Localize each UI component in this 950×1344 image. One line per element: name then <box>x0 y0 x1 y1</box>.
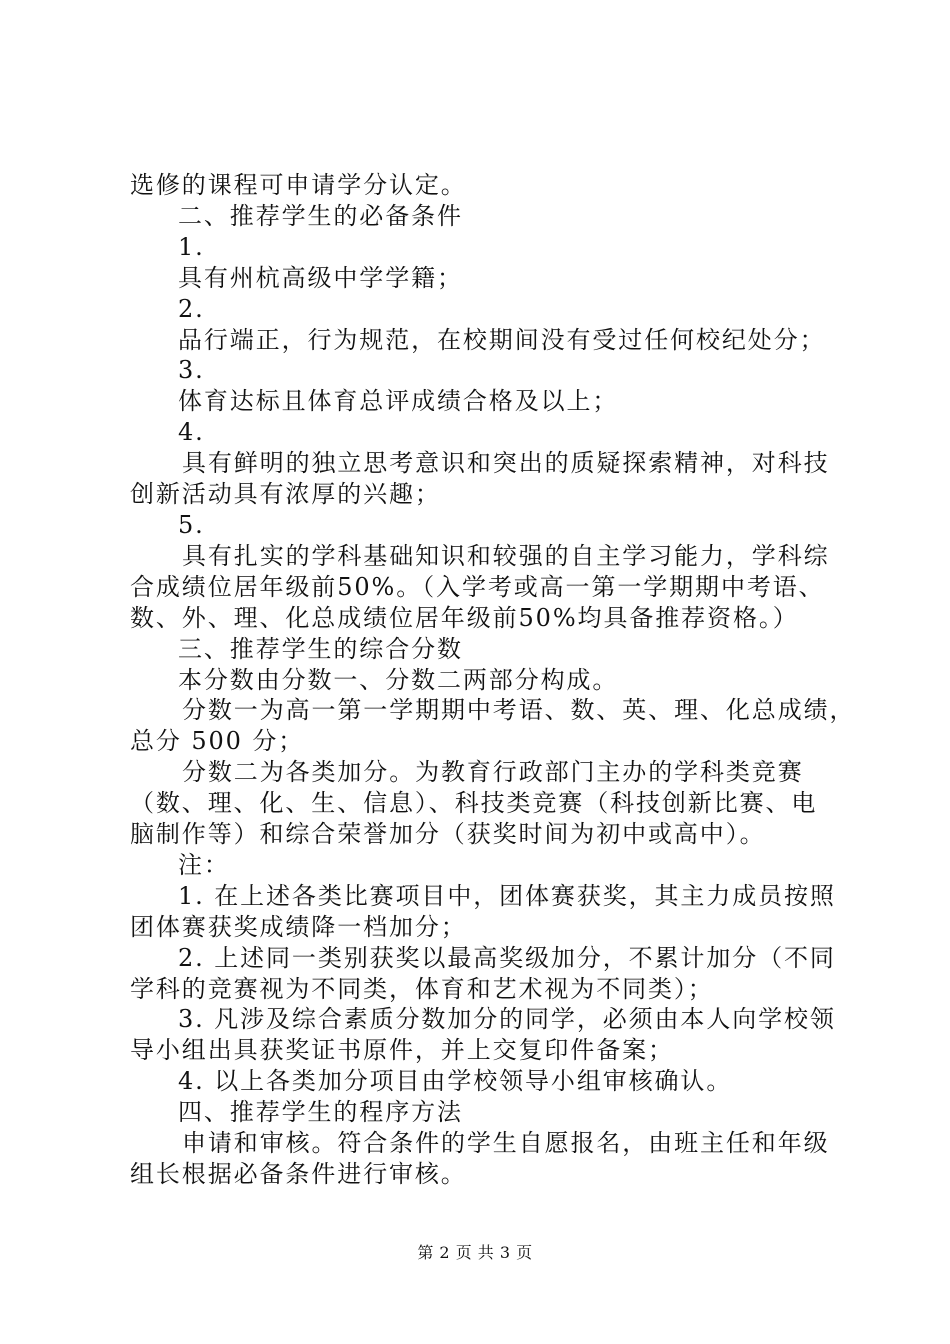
text-line: 团体赛获奖成绩降一档加分； <box>130 912 467 941</box>
text-line: 体育达标且体育总评成绩合格及以上； <box>178 387 619 416</box>
text-line: 二、推荐学生的必备条件 <box>178 201 463 230</box>
text-line: 4. <box>178 418 205 447</box>
text-line: 分数二为各类加分。为教育行政部门主办的学科类竞赛 <box>182 758 804 787</box>
text-line: （数、理、化、生、信息）、科技类竞赛（科技创新比赛、电 <box>130 789 818 818</box>
text-line: 5. <box>178 510 205 539</box>
text-line: 选修的课程可申请学分认定。 <box>130 171 467 199</box>
text-line: 创新活动具有浓厚的兴趣； <box>130 480 441 509</box>
text-line: 具有扎实的学科基础知识和较强的自主学习能力，学科综 <box>182 541 830 570</box>
text-line: 合成绩位居年级前50%。（入学考或高一第一学期期中考语、 <box>130 572 825 601</box>
text-line: 分数一为高一第一学期期中考语、数、英、理、化总成绩， <box>182 696 856 725</box>
text-line: 导小组出具获奖证书原件，并上交复印件备案； <box>130 1036 674 1065</box>
text-line: 总分 500 分； <box>130 727 305 756</box>
text-line: 品行端正，行为规范，在校期间没有受过任何校纪处分； <box>178 325 826 354</box>
text-line: 3. <box>178 356 205 385</box>
text-line: 本分数由分数一、分数二两部分构成。 <box>178 665 619 694</box>
document-body <box>130 170 856 1190</box>
text-line: 2. <box>178 294 205 323</box>
page-footer: 第 2 页 共 3 页 <box>417 1243 533 1262</box>
text-line: 四、推荐学生的程序方法 <box>178 1098 463 1127</box>
text-line: 具有鲜明的独立思考意识和突出的质疑探索精神，对科技 <box>182 449 830 478</box>
text-line: 申请和审核。符合条件的学生自愿报名，由班主任和年级 <box>182 1129 830 1158</box>
text-line: 数、外、理、化总成绩位居年级前50%均具备推荐资格。） <box>130 603 799 632</box>
text-line: 3. 凡涉及综合素质分数加分的同学，必须由本人向学校领 <box>178 1005 836 1034</box>
text-line: 具有州杭高级中学学籍； <box>178 263 463 292</box>
text-line: 注： <box>178 850 230 879</box>
text-line: 脑制作等）和综合荣誉加分（获奖时间为初中或高中）。 <box>130 820 766 849</box>
text-line: 三、推荐学生的综合分数 <box>178 634 463 663</box>
text-line: 2. 上述同一类别获奖以最高奖级加分，不累计加分（不同 <box>178 943 836 972</box>
text-line: 学科的竞赛视为不同类，体育和艺术视为不同类）； <box>130 974 714 1003</box>
text-line: 1. <box>178 232 205 261</box>
text-line: 组长根据必备条件进行审核。 <box>130 1160 467 1188</box>
text-line: 4. 以上各类加分项目由学校领导小组审核确认。 <box>178 1067 733 1096</box>
text-line: 1. 在上述各类比赛项目中，团体赛获奖，其主力成员按照 <box>178 881 836 910</box>
